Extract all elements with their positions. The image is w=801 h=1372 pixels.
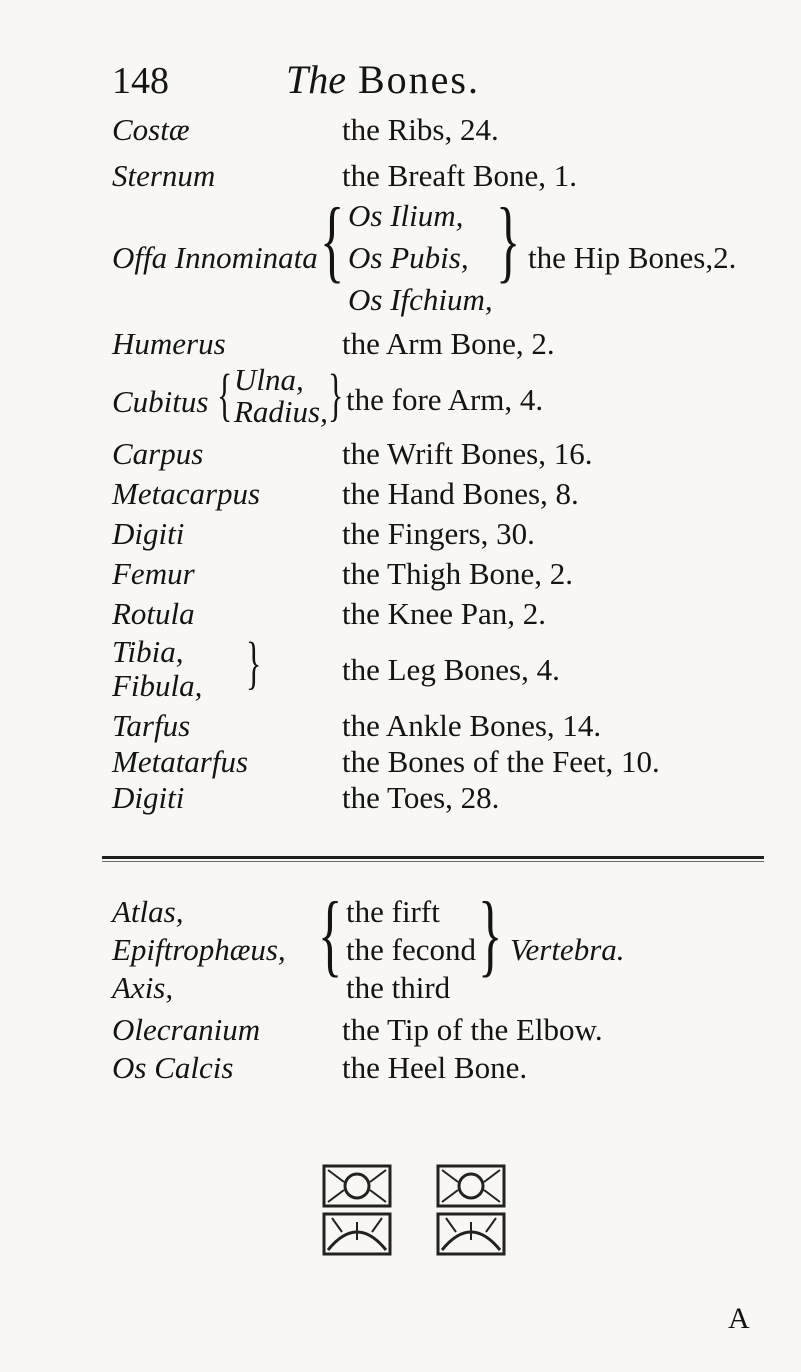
left-brace: { (318, 883, 343, 985)
english-heel-bone: the Heel Bone. (342, 1050, 528, 1085)
english-carpus: the Wrift Bones, 16. (342, 436, 593, 471)
right-brace: } (328, 362, 344, 427)
latin-atlas: Atlas, (112, 894, 184, 929)
english-hip-bones: the Hip Bones,2. (528, 240, 737, 275)
latin-tarsus: Tarfus (112, 708, 191, 743)
english-elbow: the Tip of the Elbow. (342, 1012, 603, 1047)
latin-carpus: Carpus (112, 436, 204, 471)
english-rotula: the Knee Pan, 2. (342, 596, 547, 631)
latin-digiti-hand: Digiti (112, 516, 185, 551)
left-brace: { (320, 189, 345, 291)
latin-olecranium: Olecranium (112, 1012, 261, 1047)
english-third: the third (346, 970, 451, 1005)
printer-ornament-icon (318, 1160, 396, 1260)
english-metatarsus: the Bones of the Feet, 10. (342, 744, 660, 779)
english-fore-arm: the fore Arm, 4. (346, 382, 544, 417)
printer-ornament-icon (432, 1160, 510, 1260)
running-title-prefix: The (286, 57, 346, 102)
latin-cubitus: Cubitus (112, 384, 209, 419)
latin-os-pubis: Os Pubis, (348, 240, 469, 275)
latin-tibia: Tibia, (112, 634, 184, 669)
right-brace: } (246, 630, 262, 695)
latin-radius: Radius, (234, 394, 328, 429)
english-femur: the Thigh Bone, 2. (342, 556, 574, 591)
latin-digiti-foot: Digiti (112, 780, 185, 815)
latin-vertebra: Vertebra. (510, 932, 625, 967)
latin-femur: Femur (112, 556, 195, 591)
latin-axis: Axis, (112, 970, 174, 1005)
section-rule-thin (102, 861, 764, 862)
latin-fibula: Fibula, (112, 668, 203, 703)
english-tarsus: the Ankle Bones, 14. (342, 708, 602, 743)
running-title-main: Bones. (358, 57, 480, 102)
latin-humerus: Humerus (112, 326, 226, 361)
right-brace: } (496, 189, 521, 291)
english-sternum: the Breaft Bone, 1. (342, 158, 578, 193)
section-rule (102, 856, 764, 859)
latin-epistropheus: Epiftrophæus, (112, 932, 286, 967)
english-first: the firft (346, 894, 440, 929)
latin-os-ilium: Os Ilium, (348, 198, 464, 233)
english-second: the fecond (346, 932, 476, 967)
latin-costae: Costæ (112, 112, 190, 147)
latin-rotula: Rotula (112, 596, 195, 631)
running-title (286, 57, 480, 102)
signature-mark: A (728, 1302, 750, 1335)
latin-metacarpus: Metacarpus (112, 476, 261, 511)
latin-os-ischium: Os Ifchium, (348, 282, 493, 317)
english-toes: the Toes, 28. (342, 780, 500, 815)
latin-ossa-innominata: Offa Innominata (112, 240, 318, 275)
left-brace: { (217, 362, 233, 427)
latin-ulna: Ulna, (234, 362, 304, 397)
english-humerus: the Arm Bone, 2. (342, 326, 555, 361)
right-brace: } (478, 883, 503, 985)
english-costae: the Ribs, 24. (342, 112, 499, 147)
english-leg-bones: the Leg Bones, 4. (342, 652, 560, 687)
latin-os-calcis: Os Calcis (112, 1050, 234, 1085)
latin-sternum: Sternum (112, 158, 216, 193)
page-number: 148 (112, 60, 169, 102)
latin-metatarsus: Metatarfus (112, 744, 249, 779)
english-fingers: the Fingers, 30. (342, 516, 535, 551)
english-metacarpus: the Hand Bones, 8. (342, 476, 579, 511)
